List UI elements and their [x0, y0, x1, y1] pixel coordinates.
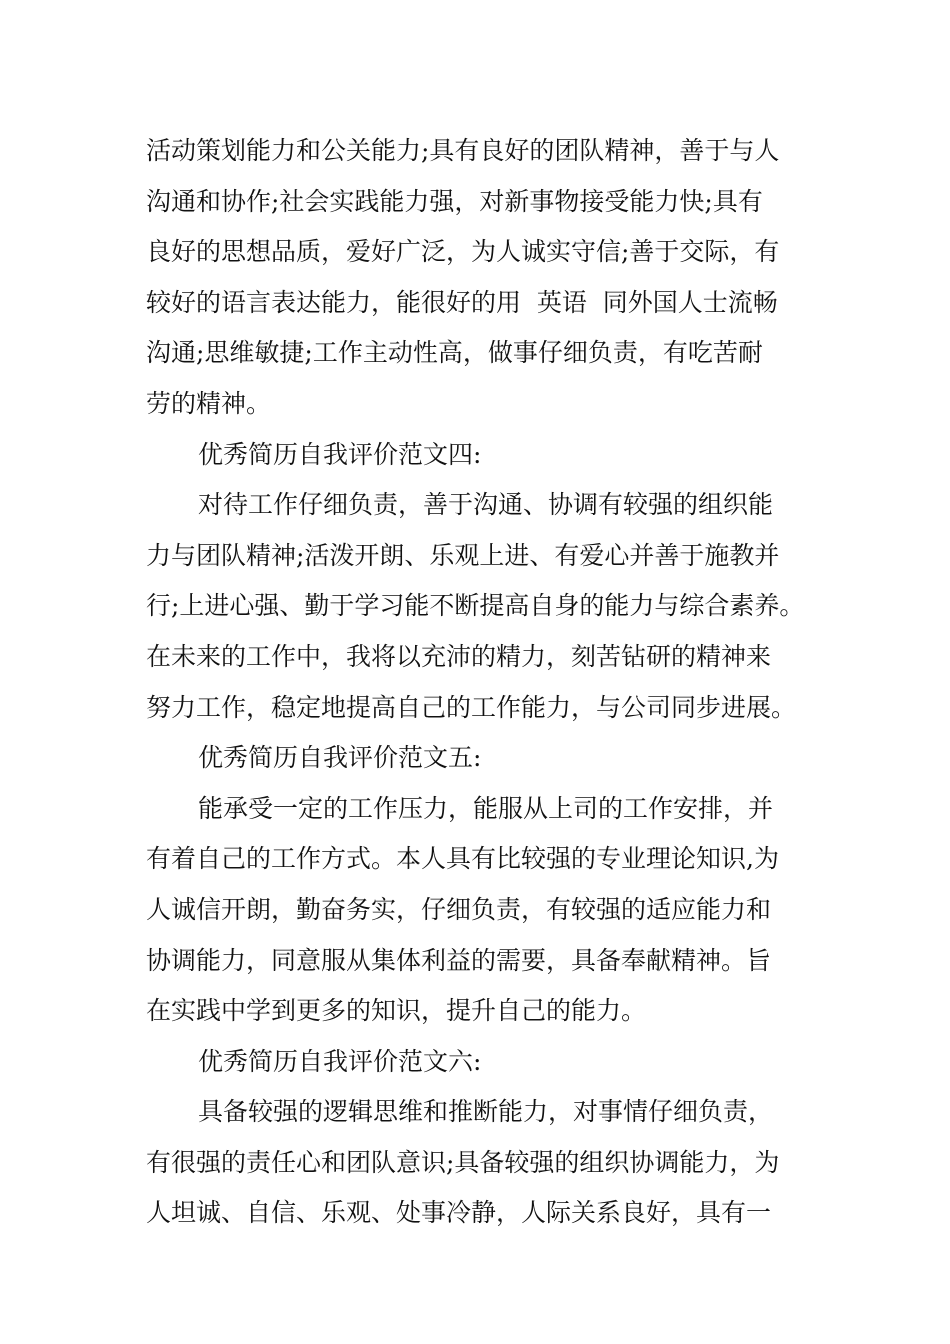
paragraph-line: 沟通;思维敏捷;工作主动性高，做事仔细负责，有吃苦耐 — [146, 338, 763, 368]
document-body — [146, 126, 846, 1239]
paragraph-line: 有着自己的工作方式。本人具有比较强的专业理论知识,为 — [146, 844, 779, 874]
paragraph-line: 协调能力，同意服从集体利益的需要，具备奉献精神。旨 — [146, 945, 772, 975]
paragraph-line: 人诚信开朗，勤奋务实，仔细负责，有较强的适应能力和 — [146, 894, 772, 924]
paragraph-line: 劳的精神。 — [146, 388, 272, 418]
paragraph-line: 力与团队精神;活泼开朗、乐观上进、有爱心并善于施教并 — [146, 540, 780, 570]
paragraph-line: 行;上进心强、勤于学习能不断提高自身的能力与综合素养。 — [146, 591, 805, 621]
paragraph-line-indented: 优秀简历自我评价范文六: — [198, 1046, 482, 1076]
paragraph-line-indented: 对待工作仔细负责，善于沟通、协调有较强的组织能 — [198, 490, 774, 520]
paragraph-line: 在未来的工作中，我将以充沛的精力，刻苦钻研的精神来 — [146, 641, 772, 671]
paragraph-line-indented: 具备较强的逻辑思维和推断能力，对事情仔细负责， — [198, 1097, 774, 1127]
paragraph-line: 努力工作，稳定地提高自己的工作能力，与公司同步进展。 — [146, 692, 797, 722]
paragraph-line-indented: 优秀简历自我评价范文四: — [198, 439, 482, 469]
paragraph-line: 沟通和协作;社会实践能力强，对新事物接受能力快;具有 — [146, 186, 763, 216]
paragraph-line: 人坦诚、自信、乐观、处事冷静，人际关系良好，具有一 — [146, 1198, 772, 1228]
paragraph-line: 较好的语言表达能力，能很好的用 英语 同外国人士流畅 — [146, 287, 778, 317]
paragraph-line: 在实践中学到更多的知识，提升自己的能力。 — [146, 996, 647, 1026]
paragraph-line-indented: 能承受一定的工作压力，能服从上司的工作安排，并 — [198, 793, 774, 823]
paragraph-line: 良好的思想品质，爱好广泛，为人诚实守信;善于交际，有 — [146, 237, 780, 267]
paragraph-line-indented: 优秀简历自我评价范文五: — [198, 743, 482, 773]
paragraph-line: 活动策划能力和公关能力;具有良好的团队精神，善于与人 — [146, 136, 780, 165]
paragraph-line: 有很强的责任心和团队意识;具备较强的组织协调能力，为 — [146, 1147, 780, 1177]
